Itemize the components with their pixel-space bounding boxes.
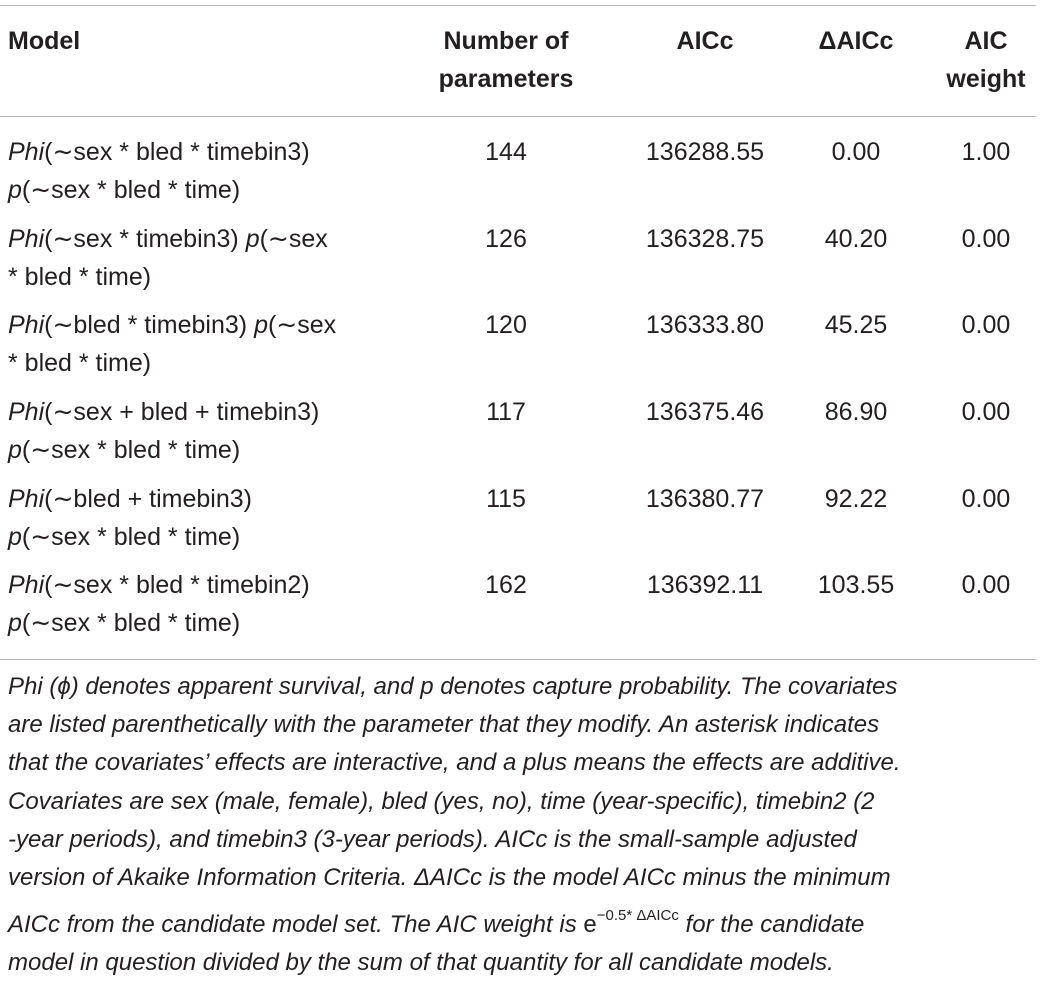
phi-label: Phi <box>8 311 45 339</box>
phi-label: Phi <box>8 225 45 253</box>
phi-label: Phi <box>8 138 45 166</box>
table-header-rule <box>0 116 1036 117</box>
table-row-2-aicc: 136328.75 <box>645 225 765 253</box>
table-row-2-daicc: 40.20 <box>824 225 888 253</box>
table-row-3-params: 120 <box>485 311 527 339</box>
phi-covariates: (∼sex * bled * timebin3) <box>44 138 310 166</box>
p-label: p <box>254 311 268 339</box>
table-row-2-model <box>8 220 418 296</box>
phi-covariates: (∼sex + bled + timebin3) <box>44 398 320 426</box>
formula-base: e <box>583 911 597 939</box>
table-row-1-daicc: 0.00 <box>831 138 881 166</box>
table-row-1-params: 144 <box>485 138 527 166</box>
table-top-rule <box>0 5 1036 6</box>
header-weight <box>922 22 1043 98</box>
table-row-5-weight: 0.00 <box>961 485 1011 513</box>
table-row-4-params: 117 <box>486 398 526 426</box>
phi-covariates: (∼sex * timebin3) <box>44 225 246 253</box>
p-covariates-start: (∼sex <box>259 225 328 253</box>
footnote-line-5: -year periods), and timebin3 (3-year periods). AICc is the small-sample adjusted <box>8 825 857 853</box>
table-row-5-aicc: 136380.77 <box>645 485 765 513</box>
table-row-5-daicc: 92.22 <box>824 485 888 513</box>
footnote-line-1: Phi (ϕ) denotes apparent survival, and p denotes capture probability. The covariates <box>8 673 898 700</box>
header-aicc <box>620 22 790 60</box>
table-row-6-daicc: 103.55 <box>817 571 895 599</box>
table-row-2-weight: 0.00 <box>961 225 1011 253</box>
footnote-line-8: model in question divided by the sum of that quantity for all candidate models. <box>8 949 834 977</box>
footnote-line-2: are listed parenthetically with the parameter that they modify. An asterisk indicates <box>8 711 880 739</box>
table-row-3-model <box>8 306 418 382</box>
footnote-line-3: that the covariates’ effects are interactive, and a plus means the effects are additive. <box>8 749 901 777</box>
table-row-4-aicc: 136375.46 <box>645 398 765 426</box>
table-row-4-weight: 0.00 <box>961 398 1011 426</box>
phi-label: Phi <box>8 571 45 599</box>
header-aicc-text: AICc <box>676 27 734 55</box>
p-label: p <box>8 436 22 464</box>
footnote-line-6: version of Akaike Information Criteria. ΔAICc is the model AICc minus the minimum <box>8 864 891 892</box>
header-params <box>418 22 594 98</box>
p-covariates-start: (∼sex <box>267 311 337 339</box>
table-row-1-weight: 1.00 <box>961 138 1011 166</box>
p-covariates: (∼sex * bled * time) <box>21 176 241 204</box>
p-covariates-end: * bled * time) <box>8 263 152 291</box>
table-row-4-model <box>8 393 418 469</box>
table-row-1-aicc: 136288.55 <box>645 138 765 166</box>
phi-covariates: (∼sex * bled * timebin2) <box>44 571 310 599</box>
table-row-6-weight: 0.00 <box>961 571 1011 599</box>
table-row-1-model <box>8 133 418 209</box>
table-row-5-params: 115 <box>486 485 526 513</box>
header-params-line1: Number of <box>443 27 569 55</box>
phi-label: Phi <box>8 398 45 426</box>
footnote-line-4: Covariates are sex (male, female), bled (yes, no), time (year-specific), timebin2 (2 <box>8 787 875 815</box>
phi-label: Phi <box>8 485 45 513</box>
aic-weight-formula <box>583 907 679 939</box>
phi-covariates: (∼bled * timebin3) <box>44 311 255 339</box>
header-model-text: Model <box>8 27 81 55</box>
p-covariates: (∼sex * bled * time) <box>21 436 241 464</box>
header-daicc <box>790 22 922 60</box>
p-label: p <box>245 225 260 253</box>
footnote-line-7 <box>8 897 1040 944</box>
table-row-3-aicc: 136333.80 <box>645 311 765 339</box>
footnote-line-7-end: for the candidate <box>678 911 865 939</box>
table-row-3-daicc: 45.25 <box>824 311 888 339</box>
header-weight-line1: AIC <box>964 27 1008 55</box>
table-row-6-aicc: 136392.11 <box>646 571 764 599</box>
table-footnote <box>8 668 1040 983</box>
p-covariates: (∼sex * bled * time) <box>21 523 241 551</box>
phi-covariates: (∼bled + timebin3) <box>44 485 252 513</box>
p-covariates: (∼sex * bled * time) <box>21 609 241 637</box>
table-row-3-weight: 0.00 <box>961 311 1011 339</box>
header-model <box>8 22 418 60</box>
table-bottom-rule <box>0 659 1036 660</box>
p-label: p <box>8 609 22 637</box>
p-label: p <box>8 523 22 551</box>
p-label: p <box>8 176 22 204</box>
table-row-6-params: 162 <box>485 571 527 599</box>
table-row-4-daicc: 86.90 <box>824 398 888 426</box>
header-daicc-text: ΔAICc <box>818 27 894 55</box>
table-row-6-model <box>8 566 418 642</box>
table-row-2-params: 126 <box>485 225 527 253</box>
table-row-5-model <box>8 480 418 556</box>
header-weight-line2: weight <box>946 65 1026 93</box>
header-params-line2: parameters <box>438 65 574 93</box>
p-covariates-end: * bled * time) <box>8 349 152 377</box>
formula-exponent: −0.5* ΔAICc <box>596 907 679 925</box>
footnote-line-7-start: AICc from the candidate model set. The AIC weight is <box>8 911 584 939</box>
